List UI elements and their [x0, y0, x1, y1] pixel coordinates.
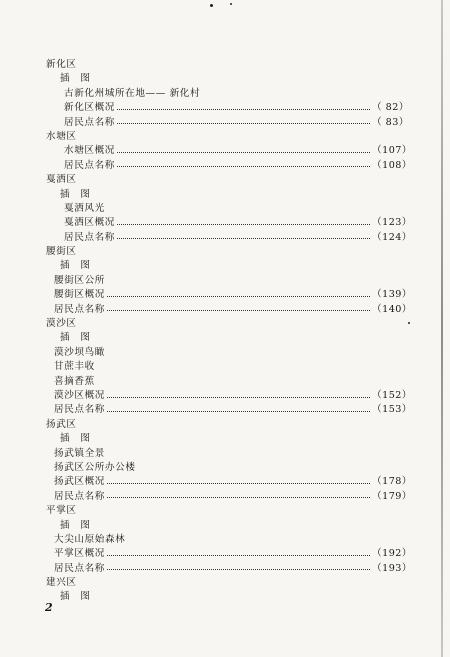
toc-entry-label: 居民点名称 — [54, 562, 105, 574]
toc-entry-label: 居民点名称 — [64, 231, 115, 243]
dot-leader — [107, 555, 370, 556]
print-speck — [408, 322, 410, 324]
toc-page-reference: （192） — [372, 548, 412, 560]
dot-leader — [107, 310, 370, 311]
toc-entry-label: 喜摘香蕉 — [54, 375, 95, 387]
dot-leader — [107, 296, 370, 297]
toc-entry-label: 插 图 — [60, 591, 91, 603]
toc-page-reference: （152） — [372, 389, 412, 401]
toc-entry-label: 插 图 — [60, 73, 91, 85]
toc-subheading — [46, 519, 406, 533]
toc-subheading — [46, 331, 406, 345]
dot-leader — [107, 397, 370, 398]
toc-entry-label: 大尖山原始森林 — [54, 533, 126, 545]
toc-entry-label: 居民点名称 — [64, 116, 115, 128]
toc-entry — [46, 159, 412, 173]
toc-entry-label: 平掌区概况 — [54, 548, 105, 560]
toc-entry-label: 插 图 — [60, 433, 91, 445]
toc-entry-label: 建兴区 — [46, 577, 77, 589]
dot-leader — [117, 123, 370, 124]
toc-entry — [46, 101, 409, 115]
toc-entry-label: 插 图 — [60, 519, 91, 531]
toc-entry-label: 水塘区概况 — [64, 145, 115, 157]
toc-entry — [46, 403, 412, 417]
toc-entry — [46, 216, 412, 230]
toc-page-reference: （ 82） — [372, 102, 409, 114]
toc-subheading — [46, 346, 406, 360]
toc-entry-label: 平掌区 — [46, 505, 77, 517]
dot-leader — [117, 109, 370, 110]
toc-page-reference: （153） — [372, 404, 412, 416]
toc-subheading — [46, 533, 406, 547]
toc-section-heading — [46, 173, 406, 187]
toc-subheading — [46, 447, 406, 461]
toc-subheading — [46, 72, 406, 86]
toc-section-heading — [46, 58, 406, 72]
dot-leader — [107, 411, 370, 412]
dot-leader — [117, 238, 370, 239]
page-edge-shadow — [441, 0, 443, 657]
toc-page-reference: （107） — [372, 145, 412, 157]
toc-subheading — [46, 259, 406, 273]
toc-page-reference: （108） — [372, 159, 412, 171]
toc-entry-label: 新化区 — [46, 59, 77, 70]
toc-entry-label: 腰街区 — [46, 246, 77, 258]
toc-entry — [46, 490, 412, 504]
toc-section-heading — [46, 317, 406, 331]
toc-entry-label: 插 图 — [60, 332, 91, 344]
dot-leader — [117, 224, 370, 225]
toc-entry-label: 插 图 — [60, 260, 91, 272]
toc-entry-label: 腰街区公所 — [54, 274, 105, 286]
toc-subheading — [46, 202, 406, 216]
toc-entry-label: 漠沙区 — [46, 318, 77, 330]
dot-leader — [107, 569, 370, 570]
toc-entry — [46, 547, 412, 561]
toc-entry-label: 戛洒区 — [46, 174, 77, 186]
dot-leader — [117, 166, 370, 167]
toc-entry-label: 古新化州城所在地—— 新化村 — [64, 87, 201, 99]
toc-page-reference: （178） — [372, 476, 412, 488]
toc-entry-label: 戛洒风光 — [64, 202, 105, 214]
toc-entry-label: 居民点名称 — [54, 303, 105, 315]
toc-entry — [46, 116, 409, 130]
toc-section-heading — [46, 418, 406, 432]
print-speck — [210, 4, 213, 7]
toc-entry — [46, 562, 412, 576]
toc-entry-label: 插 图 — [60, 188, 91, 200]
print-speck — [230, 3, 232, 5]
toc-entry — [46, 475, 412, 489]
toc-page-reference: （123） — [372, 217, 412, 229]
toc-entry-label: 水塘区 — [46, 130, 77, 142]
toc-section-heading — [46, 245, 406, 259]
toc-entry-label: 漠沙坝鸟瞰 — [54, 346, 105, 358]
toc-page-reference: （193） — [372, 562, 412, 574]
toc-entry — [46, 231, 412, 245]
toc-page-reference: （139） — [372, 289, 412, 301]
toc-subheading — [46, 87, 406, 101]
dot-leader — [107, 497, 370, 498]
toc-entry-label: 居民点名称 — [54, 404, 105, 416]
toc-entry — [46, 303, 412, 317]
toc-entry-label: 腰街区概况 — [54, 289, 105, 301]
toc-entry-label: 扬武区概况 — [54, 476, 105, 488]
toc-entry — [46, 389, 412, 403]
toc-entry-label: 居民点名称 — [64, 159, 115, 171]
toc-subheading — [46, 360, 406, 374]
toc-page-reference: （124） — [372, 231, 412, 243]
dot-leader — [107, 483, 370, 484]
toc-entry-label: 扬武区公所办公楼 — [54, 461, 136, 473]
toc-entry-label: 扬武镇全景 — [54, 447, 105, 459]
toc-entry-label: 新化区概况 — [64, 102, 115, 114]
toc-subheading — [46, 432, 406, 446]
toc-subheading — [46, 274, 406, 288]
toc-subheading — [46, 461, 406, 475]
toc-entry-label: 居民点名称 — [54, 490, 105, 502]
toc-page-reference: （179） — [372, 490, 412, 502]
toc-subheading — [46, 590, 406, 604]
toc-entry — [46, 288, 412, 302]
toc-entry-label: 甘蔗丰收 — [54, 361, 95, 373]
toc-entry-label: 扬武区 — [46, 418, 77, 430]
toc-section-heading — [46, 504, 406, 518]
toc-subheading — [46, 188, 406, 202]
toc-page-reference: （140） — [372, 303, 412, 315]
dot-leader — [117, 152, 370, 153]
toc-page-reference: （ 83） — [372, 116, 409, 128]
toc-section-heading — [46, 576, 406, 590]
toc-subheading — [46, 375, 406, 389]
page-number: 2 — [45, 601, 53, 614]
table-of-contents — [46, 58, 412, 605]
toc-entry — [46, 144, 412, 158]
toc-section-heading — [46, 130, 406, 144]
toc-entry-label: 戛洒区概况 — [64, 217, 115, 229]
toc-entry-label: 漠沙区概况 — [54, 389, 105, 401]
